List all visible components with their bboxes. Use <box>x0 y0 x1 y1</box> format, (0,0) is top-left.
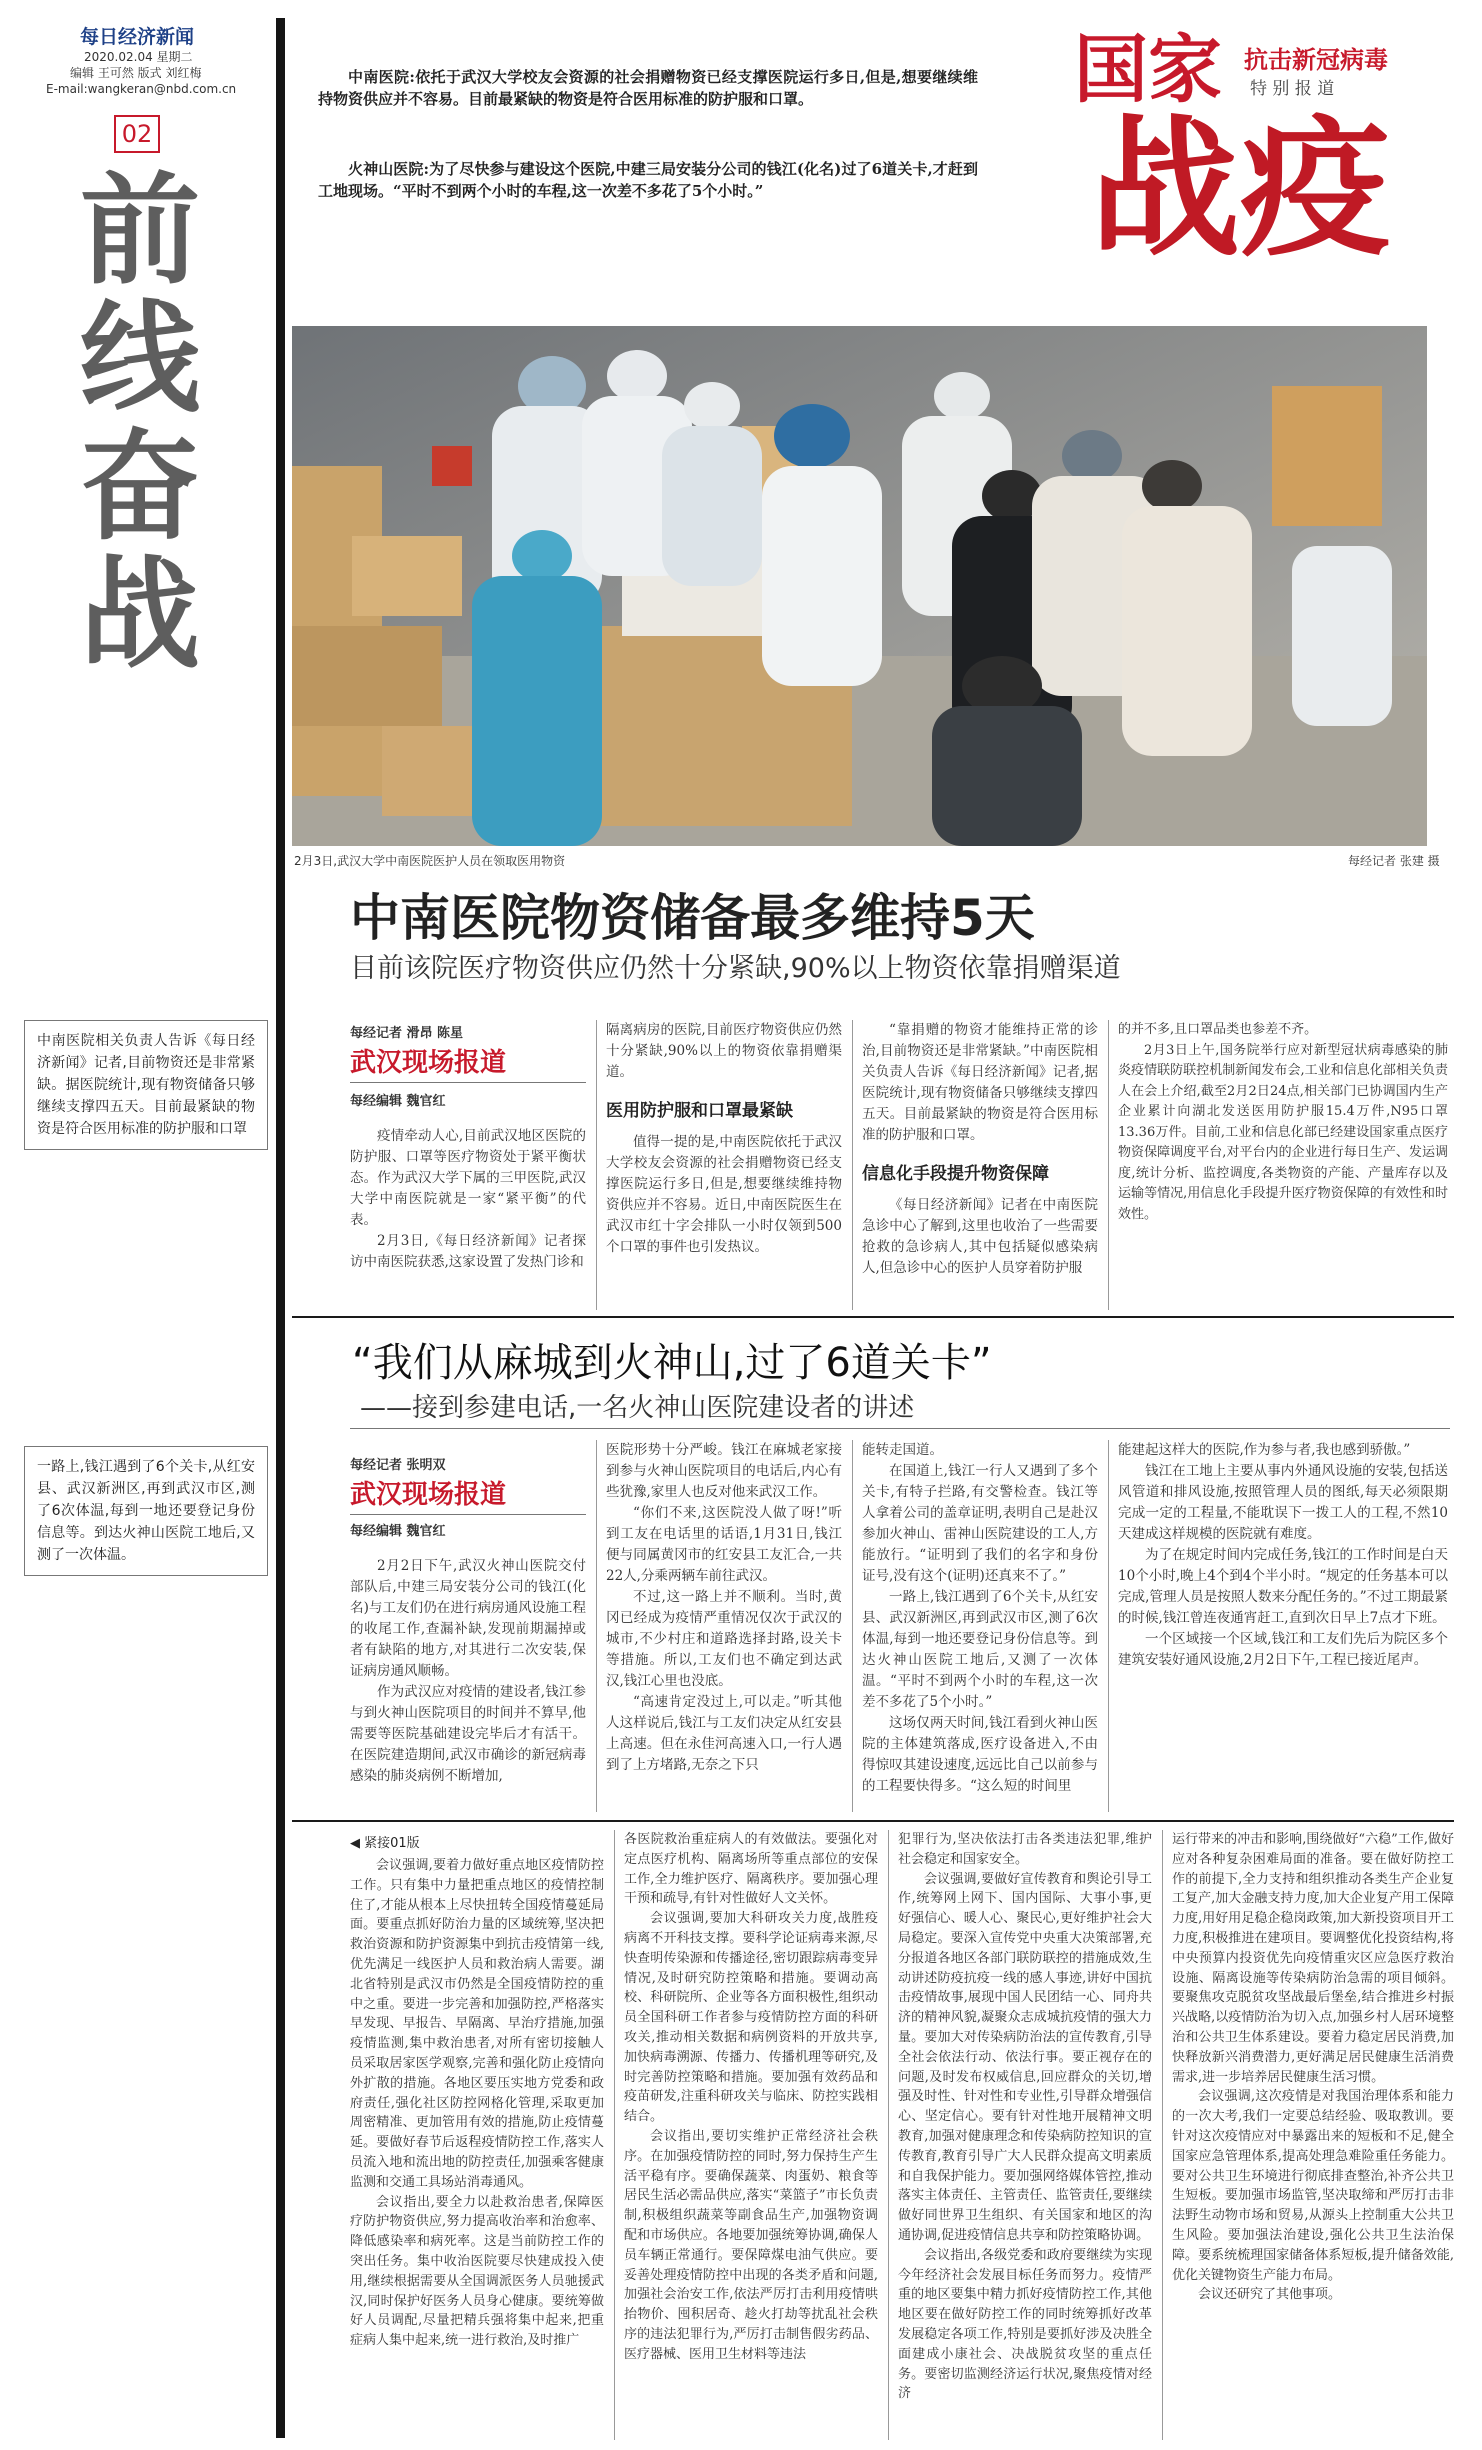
story3-col3-p3: 会议指出,各级党委和政府要继续为实现今年经济社会发展目标任务而努力。疫情严重的地区要集中精力抓好疫情防控工作,其他地区要在做好防控工作的同时统筹抓好改革发展稳定各项工作,特别是要抓好涉及决胜全面建成小康社会、决战脱贫攻坚的重点任务。要密切监测经济运行状况,聚焦疫情对经济 <box>898 2247 1152 2402</box>
story1-summary-box <box>24 1020 268 1150</box>
story1-reporters: 每经记者 滑昂 陈星 <box>350 1026 464 1041</box>
column-divider <box>852 1020 853 1310</box>
page-number: 02 <box>114 115 160 153</box>
story2-col4-p3: 为了在规定时间内完成任务,钱江的工作时间是白天10个小时,晚上4个到4个半小时。“规定的任务基本可以完成,管理人员是按照人数来分配任务的。”不过工期最紧的时候,钱江曾连夜通宵赶工,直到次日早上7点才下班。 <box>1118 1547 1448 1626</box>
continued-marker <box>350 1832 420 1851</box>
story1-byline-rule <box>350 1082 586 1083</box>
story1-col2-p2: 值得一提的是,中南医院依托于武汉大学校友会资源的社会捐赠物资已经支撑医院运行多日,但是,想要继续维持物资供应并不容易。近日,中南医院医生在武汉市红十字会排队一小时仅领到500个口罩的事件也引发热议。 <box>606 1134 842 1255</box>
intro-paragraph-2 <box>318 158 978 202</box>
story2-report-tag: 武汉现场报道 <box>350 1480 507 1510</box>
intro-text-2: 为了尽快参与建设这个医院,中建三局安装分公司的钱江(化名)过了6道关卡,才赶到工地现场。“平时不到两个小时的车程,这一次差不多花了5个小时。” <box>318 160 978 200</box>
column-divider <box>596 1440 597 1812</box>
story3-col1-p2: 会议指出,要全力以赴救治患者,保障医疗防护物资供应,努力提高收治率和治愈率、降低感染率和病死率。这是当前防控工作的突出任务。集中收治医院要尽快建成投入使用,继续根据需要从全国调派医务人员驰援武汉,同时保护好医务人员身心健康。要统筹做好人员调配,尽量把精兵强将集中起来,把重症病人集中起来,统一进行救治,及时推广 <box>350 2194 604 2349</box>
column-divider <box>1162 1830 1163 2440</box>
story3-column-3 <box>898 1830 1152 2404</box>
story2-deck: ——接到参建电话,一名火神山医院建设者的讲述 <box>360 1393 915 1423</box>
story2-column-3 <box>862 1440 1098 1797</box>
story1-col4-p1: 的并不多,且口罩品类也参差不齐。 <box>1118 1022 1318 1037</box>
story3-column-2 <box>624 1830 878 2365</box>
story3-col4-p1: 运行带来的冲击和影响,围绕做好“六稳”工作,做好应对各种复杂困难局面的准备。要在做好防控工作的前提下,全力支持和组织推动各类生产企业复工复产,加大金融支持力度,加大企业复产用工保障力度,用好用足稳企稳岗政策,加大新投资项目开工力度,积极推进在建项目。要调整优化投资结构,将中央预算内投资优先向疫情重灾区应急医疗救治设施、隔离设施等传染病防治急需的项目倾斜。要聚焦攻克脱贫攻坚战最后堡垒,结合推进乡村振兴战略,以疫情防治为切入点,加强乡村人居环境整治和公共卫生体系建设。要着力稳定居民消费,加快释放新兴消费潜力,更好满足居民健康生活消费需求,进一步培养居民健康生活习惯。 <box>1172 1832 1454 2085</box>
section-title: 前线奋战 <box>80 162 200 685</box>
story2-col4-p1: 能建起这样大的医院,作为参与者,我也感到骄傲。” <box>1118 1442 1411 1458</box>
story3-col2-p2: 会议强调,要加大科研攻关力度,战胜疫病离不开科技支撑。要科学论证病毒来源,尽快查明传染源和传播途径,密切跟踪病毒变异情况,及时研究防控策略和措施。要调动高校、科研院所、企业等各方面积极性,组织动员全国科研工作者参与疫情防控方面的科研攻关,推动相关数据和病例资料的开放共享,加快病毒溯源、传播力、传播机理等研究,及时完善防控策略和措施。要加强有效药品和疫苗研发,注重科研攻关与临床、防控实践相结合。 <box>624 1911 878 2125</box>
story2-col2-p2: “你们不来,这医院没人做了呀!”听到工友在电话里的话语,1月31日,钱江便与同属黄冈市的红安县工友汇合,一共22人,分乘两辆车前往武汉。 <box>606 1505 842 1584</box>
story2-header-rule <box>350 1428 1450 1429</box>
story2-column-1 <box>350 1556 586 1787</box>
brand-line-nation: 国家 <box>1074 27 1222 113</box>
story3-col1-p1: 会议强调,要着力做好重点地区疫情防控工作。只有集中力量把重点地区的疫情控制住了,才能从根本上尽快扭转全国疫情蔓延局面。要重点抓好防治力量的区域统筹,坚决把救治资源和防护资源集中到抗击疫情第一线,优先满足一线医护人员和救治病人需要。湖北省特别是武汉市仍然是全国疫情防控的重中之重。要进一步完善和加强防控,严格落实早发现、早报告、早隔离、早治疗措施,加强疫情监测,集中救治患者,对所有密切接触人员采取居家医学观察,完善和强化防止疫情向外扩散的措施。各地区要压实地方党委和政府责任,强化社区防控网格化管理,采取更加周密精准、更加管用有效的措施,防止疫情蔓延。要做好春节后返程疫情防控工作,落实人员流入地和流出地的防控责任,加强乘客健康监测和交通工具场站消毒通风。 <box>350 1858 604 2190</box>
continued-label: 紧接01版 <box>364 1836 420 1851</box>
story2-col3-p1: 能转走国道。 <box>862 1442 943 1458</box>
story2-summary-box <box>24 1446 268 1576</box>
column-divider <box>596 1020 597 1310</box>
story2-col4-p4: 一个区域接一个区域,钱江和工友们先后为院区多个建筑安装好通风设施,2月2日下午,工程已接近尾声。 <box>1118 1631 1448 1668</box>
story1-editor: 每经编辑 魏官红 <box>350 1094 446 1109</box>
story3-column-1 <box>350 1856 604 2351</box>
story1-column-3 <box>862 1020 1098 1279</box>
story2-headline: “我们从麻城到火神山,过了6道关卡” <box>352 1340 992 1386</box>
story1-headline: 中南医院物资储备最多维持5天 <box>350 889 1035 947</box>
story-divider <box>292 1820 1454 1822</box>
story1-column-1 <box>350 1126 586 1273</box>
story3-col2-p3: 会议指出,要切实维护正常经济社会秩序。在加强疫情防控的同时,努力保持生产生活平稳有序。要确保蔬菜、肉蛋奶、粮食等居民生活必需品供应,落实“菜篮子”市长负责制,积极组织蔬菜等副食品生产,加强物资调配和市场供应。各地要加强统筹协调,确保人员车辆正常通行。要保障煤电油气供应。要妥善处理疫情防控中出现的各类矛盾和问题,加强社会治安工作,依法严厉打击利用疫情哄抬物价、囤积居奇、趁火打劫等扰乱社会秩序的违法犯罪行为,严厉打击制售假劣药品、医疗器械、医用卫生材料等违法 <box>624 2128 878 2362</box>
story3-column-4 <box>1172 1830 1454 2305</box>
story1-subhead-1: 医用防护服和口罩最紧缺 <box>606 1101 793 1121</box>
column-divider <box>614 1830 615 2440</box>
story3-col3-p1: 犯罪行为,坚决依法打击各类违法犯罪,维护社会稳定和国家安全。 <box>898 1832 1152 1867</box>
intro-paragraph-1 <box>318 66 978 110</box>
story2-col3-p2: 在国道上,钱江一行人又遇到了多个关卡,有特子拦路,有交警检查。钱江等人拿着公司的盖章证明,表明自己是赴汉参加火神山、雷神山医院建设的工人,方能放行。“证明到了我们的名字和身份证号,没有这个(证明)还真来不了。” <box>862 1463 1098 1584</box>
photo-caption: 2月3日,武汉大学中南医院医护人员在领取医用物资 <box>294 854 566 868</box>
story2-col1-p2: 作为武汉应对疫情的建设者,钱江参与到火神山医院项目的时间并不算早,他需要等医院基础建设完毕后才有活干。在医院建造期间,武汉市确诊的新冠病毒感染的肺炎病例不断增加, <box>350 1684 586 1784</box>
story3-col4-p3: 会议还研究了其他事项。 <box>1198 2287 1342 2303</box>
story3-col2-p1: 各医院救治重症病人的有效做法。要强化对定点医疗机构、隔离场所等重点部位的安保工作,全力维护医疗、隔离秩序。要加强心理干预和疏导,有针对性做好人文关怀。 <box>624 1832 878 1907</box>
medical-staff-photo-illustration <box>292 326 1427 846</box>
story1-col1-p2: 2月3日,《每日经济新闻》记者探访中南医院获悉,这家设置了发热门诊和 <box>350 1233 586 1270</box>
editor-email: E-mail:wangkeran@nbd.com.cn <box>46 82 237 96</box>
news-photo <box>292 326 1427 846</box>
story2-col1-p1: 2月2日下午,武汉火神山医院交付部队后,中建三局安装分公司的钱江(化名)与工友们仍在进行病房通风设施工程的收尾工作,查漏补缺,发现前期漏掉或者有缺陷的地方,对其进行二次安装,保证病房通风顺畅。 <box>350 1558 586 1679</box>
story1-report-tag: 武汉现场报道 <box>350 1048 507 1078</box>
story-divider <box>292 1316 1454 1318</box>
photo-credit: 每经记者 张建 摄 <box>1348 854 1440 868</box>
story2-col3-p4: 这场仅两天时间,钱江看到火神山医院的主体建筑落成,医疗设备进入,不由得惊叹其建设速度,远远比自己以前参与的工程要快得多。“这么短的时间里 <box>862 1715 1098 1794</box>
story2-col2-p4: “高速肯定没过上,可以走。”听其他人这样说后,钱江与工友们决定从红安县上高速。但在永佳河高速入口,一行人遇到了上方堵路,无奈之下只 <box>606 1694 842 1773</box>
story2-byline-rule <box>350 1514 586 1515</box>
story3-col3-p2: 会议强调,要做好宣传教育和舆论引导工作,统筹网上网下、国内国际、大事小事,更好强信心、暖人心、聚民心,更好维护社会大局稳定。要深入宣传党中央重大决策部署,充分报道各地区各部门联防联控的措施成效,生动讲述防疫抗疫一线的感人事迹,讲好中国抗击疫情故事,展现中国人民团结一心、同舟共济的精神风貌,凝聚众志成城抗疫情的强大力量。要加大对传染病防治法的宣传教育,引导全社会依法行动、依法行事。要正视存在的问题,及时发布权威信息,回应群众的关切,增强及时性、针对性和专业性,引导群众增强信心、坚定信心。要有针对性地开展精神文明教育,加强对健康理念和传染病防控知识的宣传教育,教育引导广大人民群众提高文明素质和自我保护能力。要加强网络媒体管控,推动落实主体责任、主管责任、监管责任,要继续做好同世界卫生组织、有关国家和地区的沟通协调,促进疫情信息共享和防控策略协调。 <box>898 1871 1152 2243</box>
story2-column-4 <box>1118 1440 1448 1671</box>
column-divider <box>1108 1440 1109 1812</box>
story1-col3-p1: “靠捐赠的物资才能维持正常的诊治,目前物资还是非常紧缺。”中南医院相关负责人告诉《每日经济新闻》记者,据医院统计,现有物资储备只够继续支撑四五天。目前最紧缺的物资是符合医用标准的防护服和口罩。 <box>862 1022 1098 1143</box>
column-divider <box>888 1830 889 2440</box>
brand-line-battle: 战疫 <box>1090 103 1391 277</box>
story2-col2-p3: 不过,这一路上并不顺利。当时,黄冈已经成为疫情严重情况仅次于武汉的城市,不少村庄和道路选择封路,设关卡等措施。所以,工友们也不确定到达武汉,钱江心里也没底。 <box>606 1589 842 1689</box>
column-divider <box>1108 1020 1109 1310</box>
story1-col2-p1: 隔离病房的医院,目前医疗物资供应仍然十分紧缺,90%以上的物资依靠捐赠渠道。 <box>606 1022 842 1080</box>
story1-summary-text: 中南医院相关负责人告诉《每日经济新闻》记者,目前物资还是非常紧缺。据医院统计,现有物资储备只够继续支撑四五天。目前最紧缺的物资是符合医用标准的防护服和口罩 <box>37 1033 255 1137</box>
intro-text-1: 依托于武汉大学校友会资源的社会捐赠物资已经支撑医院运行多日,但是,想要继续维持物资供应并不容易。目前最紧缺的物资是符合医用标准的防护服和口罩。 <box>318 68 978 108</box>
column-divider <box>852 1440 853 1812</box>
story2-editor: 每经编辑 魏官红 <box>350 1524 446 1539</box>
story2-column-2 <box>606 1440 842 1776</box>
intro-lead-1: 中南医院: <box>348 68 415 86</box>
editor-credits: 编辑 王可然 版式 刘红梅 <box>70 66 202 80</box>
issue-date: 2020.02.04 星期二 <box>84 50 193 64</box>
continued-arrow-icon: ◀ <box>350 1836 360 1851</box>
brand-tag-special: 特 别 报 道 <box>1250 79 1335 99</box>
story1-column-2 <box>606 1020 842 1258</box>
story1-col1-p1: 疫情牵动人心,目前武汉地区医院的防护服、口罩等医疗物资处于紧平衡状态。作为武汉大学下属的三甲医院,武汉大学中南医院就是一家“紧平衡”的代表。 <box>350 1128 586 1228</box>
story2-reporters: 每经记者 张明双 <box>350 1458 446 1473</box>
story1-col3-p2: 《每日经济新闻》记者在中南医院急诊中心了解到,这里也收治了一些需要抢救的急诊病人,其中包括疑似感染病人,但急诊中心的医护人员穿着防护服 <box>862 1197 1098 1276</box>
story1-column-4 <box>1118 1020 1448 1225</box>
newspaper-name: 每日经济新闻 <box>80 26 195 48</box>
story3-col4-p2: 会议强调,这次疫情是对我国治理体系和能力的一次大考,我们一定要总结经验、吸取教训。要针对这次疫情应对中暴露出来的短板和不足,健全国家应急管理体系,提高处理急难险重任务能力。要对公共卫生环境进行彻底排查整治,补齐公共卫生短板。要加强市场监管,坚决取缔和严厉打击非法野生动物市场和贸易,从源头上控制重大公共卫生风险。要加强法治建设,强化公共卫生法治保障。要系统梳理国家储备体系短板,提升储备效能,优化关键物资生产能力布局。 <box>1172 2089 1454 2283</box>
story1-col4-p2: 2月3日上午,国务院举行应对新型冠状病毒感染的肺炎疫情联防联控机制新闻发布会,工业和信息化部相关负责人在会上介绍,截至2月2日24点,相关部门已协调国内生产企业累计向湖北发送医用防护服15.4万件,N95口罩13.36万件。目前,工业和信息化部已经建设国家重点医疗物资保障调度平台,对平台内的企业进行每日生产、发运调度,统计分析、监控调度,各类物资的产能、产量库存以及运输等情况,用信息化手段提升医疗物资保障的有效性和时效性。 <box>1118 1042 1448 1222</box>
story2-col4-p2: 钱江在工地上主要从事内外通风设施的安装,包括送风管道和排风设施,按照管理人员的图纸,每天必须限期完成一定的工程量,不能耽误下一拨工人的工程,不然10天建成这样规模的医院就有难度。 <box>1118 1463 1448 1542</box>
story1-deck: 目前该院医疗物资供应仍然十分紧缺,90%以上物资依靠捐赠渠道 <box>350 953 1121 984</box>
story2-col3-p3: 一路上,钱江遇到了6个关卡,从红安县、武汉新洲区,再到武汉市区,测了6次体温,每到一地还要登记身份信息等。到达火神山医院工地后,又测了一次体温。“平时不到两个小时的车程,这一次差不多花了5个小时。” <box>862 1589 1098 1710</box>
left-column-rule <box>276 18 285 2438</box>
intro-lead-2: 火神山医院: <box>348 160 430 178</box>
story1-subhead-2: 信息化手段提升物资保障 <box>862 1164 1049 1184</box>
story2-col2-p1: 医院形势十分严峻。钱江在麻城老家接到参与火神山医院项目的电话后,内心有些犹豫,家里人也反对他来武汉工作。 <box>606 1442 842 1500</box>
brand-tag-virus: 抗击新冠病毒 <box>1244 46 1388 74</box>
story2-summary-text: 一路上,钱江遇到了6个关卡,从红安县、武汉新洲区,再到武汉市区,测了6次体温,每到一地还要登记身份信息等。到达火神山医院工地后,又测了一次体温。 <box>37 1459 255 1563</box>
